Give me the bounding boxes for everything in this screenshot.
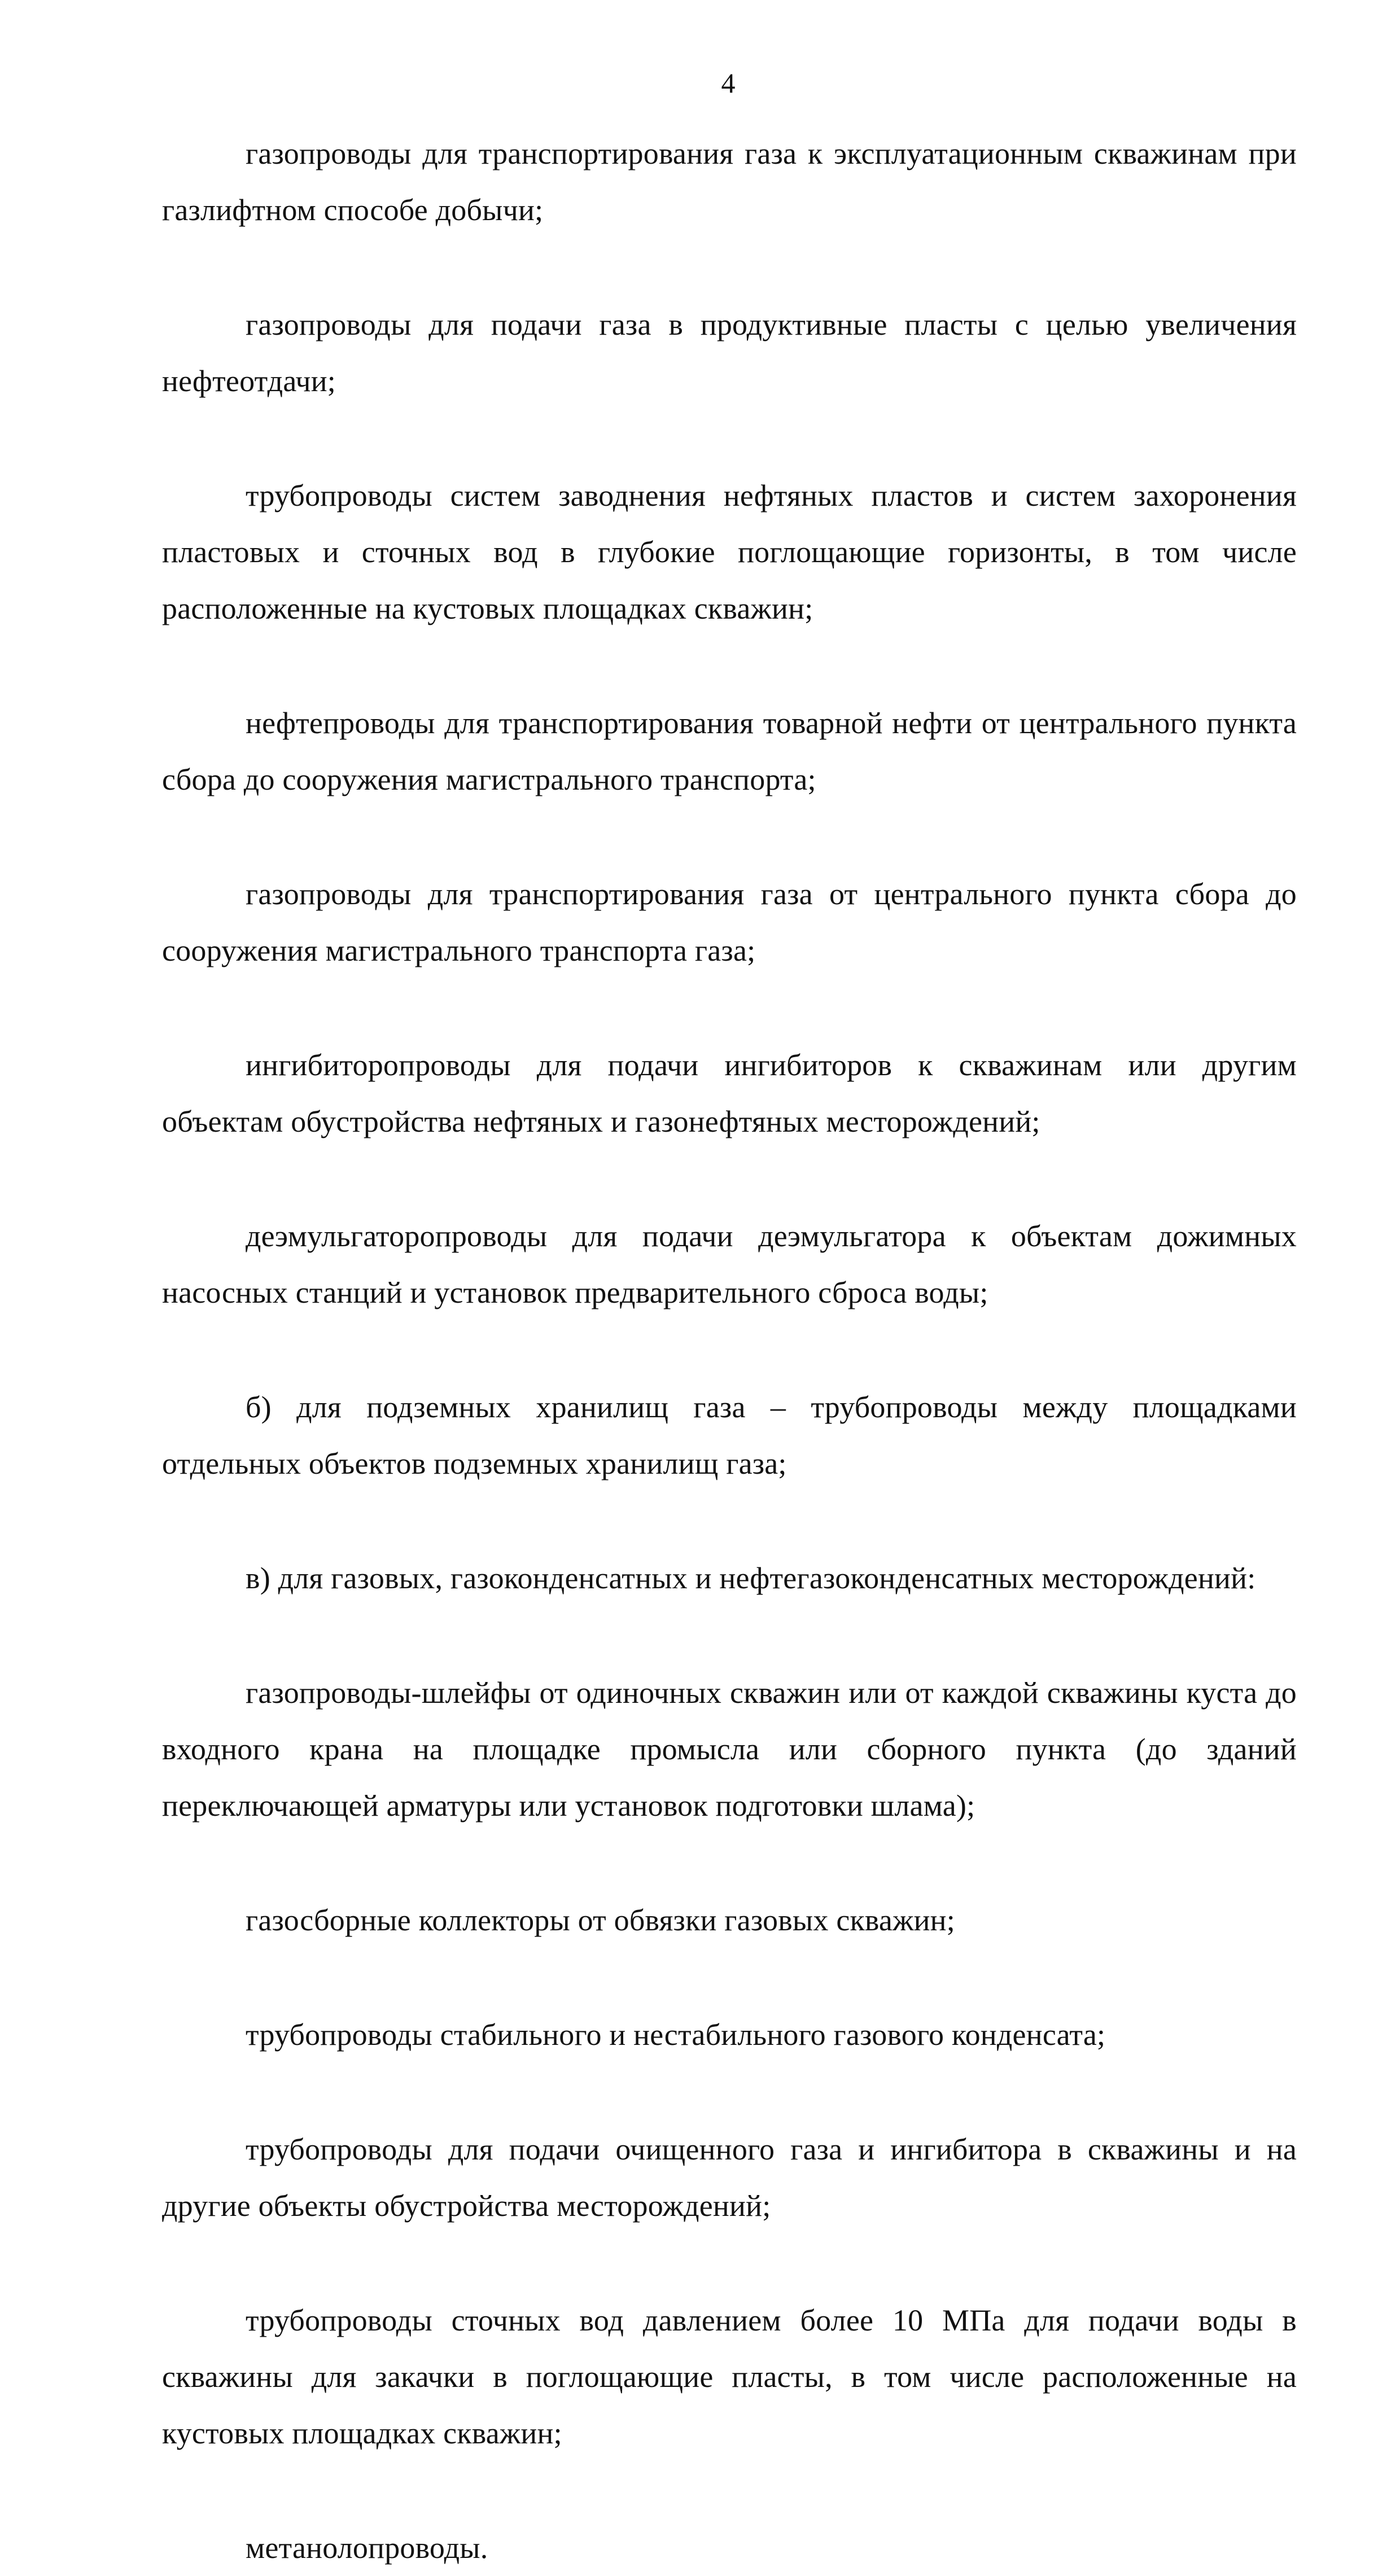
paragraph: газопроводы для подачи газа в продуктивные пласты с целью увеличения нефтеотдачи; xyxy=(162,308,1297,398)
paragraph: деэмульгаторопроводы для подачи деэмульгатора к объектам дожимных насосных станций и установок предварительного сброса воды; xyxy=(162,1219,1297,1309)
paragraph: газосборные коллекторы от обвязки газовых скважин; xyxy=(246,1903,955,1937)
paragraph: газопроводы-шлейфы от одиночных скважин или от каждой скважины куста до входного крана на площадке промысла или сборного пункта (до зданий переключающей арматуры или установок подготовки шлама); xyxy=(162,1676,1297,1823)
paragraph: в) для газовых, газоконденсатных и нефтегазоконденсатных месторождений: xyxy=(246,1561,1256,1595)
paragraph: газопроводы для транспортирования газа от центрального пункта сбора до сооружения магистрального транспорта газа; xyxy=(162,877,1297,967)
paragraph: трубопроводы стабильного и нестабильного газового конденсата; xyxy=(246,2018,1106,2052)
paragraph: нефтепроводы для транспортирования товарной нефти от центрального пункта сбора до сооружения магистрального транспорта; xyxy=(162,706,1297,796)
paragraph: б) для подземных хранилищ газа – трубопроводы между площадками отдельных объектов подземных хранилищ газа; xyxy=(162,1390,1297,1480)
paragraph: газопроводы для транспортирования газа к эксплуатационным скважинам при газлифтном способе добычи; xyxy=(162,137,1297,227)
paragraph: трубопроводы сточных вод давлением более 10 МПа для подачи воды в скважины для закачки в поглощающие пласты, в том числе расположенные на кустовых площадках скважин; xyxy=(162,2303,1297,2450)
paragraph: метанолопроводы. xyxy=(246,2531,488,2565)
paragraph: ингибиторопроводы для подачи ингибиторов к скважинам или другим объектам обустройства нефтяных и газонефтяных месторождений; xyxy=(162,1048,1297,1138)
paragraph: трубопроводы систем заводнения нефтяных пластов и систем захоронения пластовых и сточных вод в глубокие поглощающие горизонты, в том числе расположенные на кустовых площадках скважин; xyxy=(162,479,1297,625)
document-body xyxy=(162,125,1297,2576)
paragraph: трубопроводы для подачи очищенного газа и ингибитора в скважины и на другие объекты обустройства месторождений; xyxy=(162,2132,1297,2223)
page-number: 4 xyxy=(721,67,736,99)
